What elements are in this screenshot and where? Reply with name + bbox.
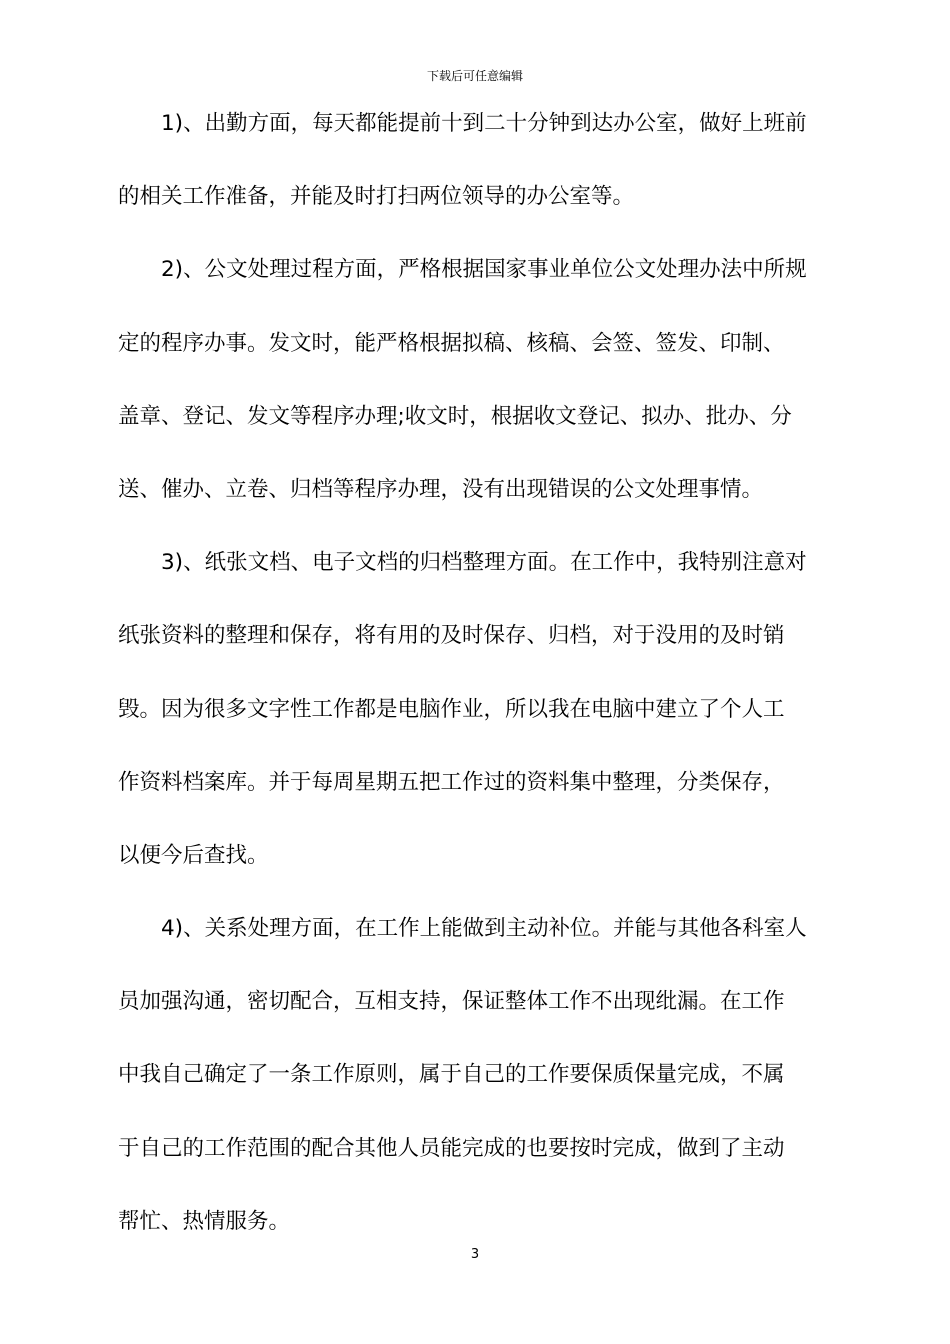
text-line: 3)、纸张文档、电子文档的归档整理方面。在工作中，我特别注意对 bbox=[161, 550, 807, 576]
text-line: 1)、出勤方面，每天都能提前十到二十分钟到达办公室，做好上班前 bbox=[161, 111, 807, 136]
page-header: 下载后可任意编辑 bbox=[426, 69, 523, 83]
text-line: 员加强沟通，密切配合，互相支持，保证整体工作不出现纰漏。在工作 bbox=[118, 989, 785, 1015]
text-line: 定的程序办事。发文时，能严格根据拟稿、核稿、会签、签发、印制、 bbox=[118, 330, 785, 356]
text-line: 纸张资料的整理和保存，将有用的及时保存、归档，对于没用的及时销 bbox=[118, 623, 785, 649]
text-line: 4)、关系处理方面，在工作上能做到主动补位。并能与其他各科室人 bbox=[161, 916, 807, 942]
text-line: 盖章、登记、发文等程序办理;收文时，根据收文登记、拟办、批办、分 bbox=[118, 403, 792, 429]
text-line: 的相关工作准备，并能及时打扫两位领导的办公室等。 bbox=[118, 184, 635, 210]
text-line: 送、催办、立卷、归档等程序办理，没有出现错误的公文处理事情。 bbox=[118, 476, 764, 502]
text-line: 以便今后查找。 bbox=[118, 842, 269, 868]
text-line: 2)、公文处理过程方面，严格根据国家事业单位公文处理办法中所规 bbox=[161, 257, 807, 283]
text-line: 中我自己确定了一条工作原则，属于自己的工作要保质保量完成，不属 bbox=[118, 1062, 785, 1088]
text-line: 作资料档案库。并于每周星期五把工作过的资料集中整理，分类保存， bbox=[118, 769, 785, 795]
text-line: 帮忙、热情服务。 bbox=[118, 1208, 291, 1234]
document-body bbox=[118, 94, 834, 1265]
text-line: 毁。因为很多文字性工作都是电脑作业，所以我在电脑中建立了个人工 bbox=[118, 696, 785, 722]
page-number: 3 bbox=[470, 1247, 480, 1262]
text-line: 于自己的工作范围的配合其他人员能完成的也要按时完成，做到了主动 bbox=[118, 1135, 785, 1161]
